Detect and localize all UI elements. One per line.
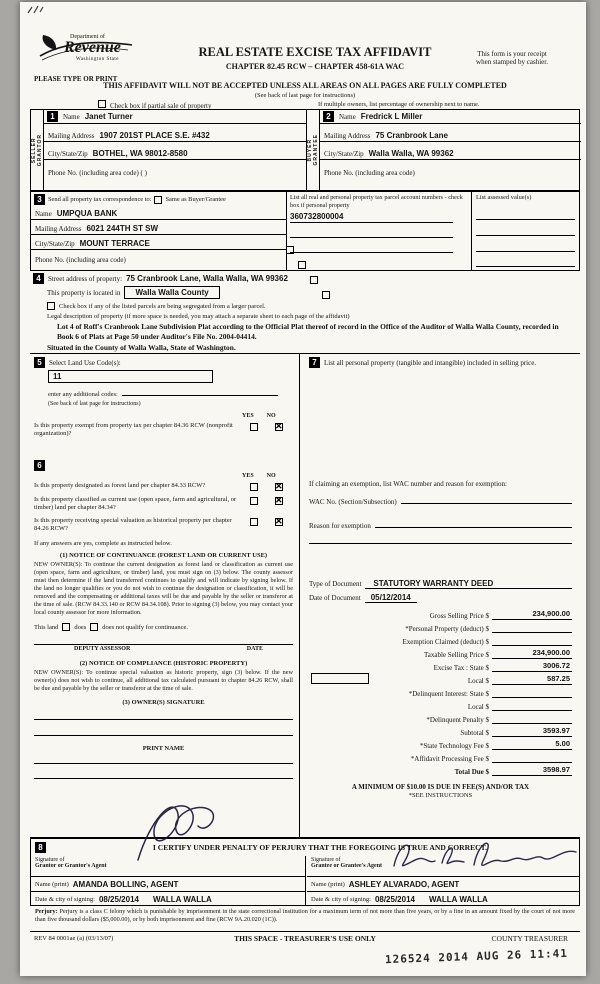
excise-local-row: Local $ 587.25 [309,672,572,685]
seller-address-value: 1907 201ST PLACE S.E. #432 [99,131,210,140]
excise-state-value: 3006.72 [492,661,572,672]
grantor-name-value: AMANDA BOLLING, AGENT [72,879,179,889]
buyer-side-label: BUYER GRANTEE [307,134,319,166]
doc-type-value: STATUTORY WARRANTY DEED [365,579,572,589]
reason-row: Reason for exemption [309,519,572,530]
local-rate-box[interactable] [311,673,369,684]
excise-state-row: Excise Tax : State $ 3006.72 [433,661,570,672]
partial-sale-checkbox[interactable] [98,100,106,108]
minimum-fee-note: A MINIMUM OF $10.00 IS DUE IN FEE(S) AND/OR TAX [351,783,530,791]
grantor-date-value: 08/25/2014 [98,894,139,904]
section3-number: 3 [34,194,45,205]
form-rev-number: REV 84 0001ae (a) (03/13/07) [34,935,114,942]
same-as-buyer-label: Same as Buyer/Grantee [165,196,226,203]
seller-side-strip [31,110,44,190]
buyer-name-value: Fredrick L Miller [360,112,423,121]
deputy-assessor-labels: DEPUTY ASSESSOR DATE [74,646,263,652]
money-table [309,607,572,776]
delinquent-interest-state-row: *Delinquent Interest: State $ [309,685,572,698]
doc-type-row: Type of Document STATUTORY WARRANTY DEED [309,579,572,589]
exempt-question-row: Is this property exempt from property tax per chapter 84.36 RCW (nonprofit organization)? ✕ [34,422,293,438]
assessed-blank-line[interactable] [476,235,575,236]
land-use-row: 5 Select Land Use Code(s): [34,357,293,368]
current-use-yes-checkbox[interactable] [250,497,258,505]
correspondence-city-row: City/State/Zip MOUNT TERRACE [31,235,286,250]
section1-number: 1 [47,111,58,122]
grantee-name-row: Name (print) ASHLEY ALVARADO, AGENT [307,877,579,892]
excise-tax-column [301,354,580,837]
owner-signature-line[interactable] [34,719,293,720]
historic-no-checkbox[interactable] [275,518,283,526]
legal-description-label: Legal description of property (if more space is needed, you may attach a separate sheet to each page of the affidavit) [47,313,350,320]
assessed-values-block [471,192,579,270]
perjury-text: Perjury is a class C felony which is punishable by imprisonment in the state correctional institution for a maximum term of not more than five years, or by a fine in an amount fixed by the court of not more than five thousand dollars ($5,000.00), or by both imprisonment and fine (RCW 9A.20.020 (1C)). [35,908,575,923]
state-tech-fee-row: *State Technology Fee $ 5.00 [419,739,570,750]
reason-field-line2[interactable] [309,543,572,544]
buyer-address-row: Mailing Address 75 Cranbrook Lane [320,124,581,142]
subtotal-row: Subtotal $ 3593.97 [460,726,570,737]
seller-name-row [44,110,306,124]
wac-number-field[interactable] [401,495,572,504]
assessed-blank-line[interactable] [476,266,575,267]
street-address-value: 75 Cranbrook Lane, Walla Walla, WA 99362 [126,274,288,283]
buyer-name-label: Name [339,112,356,121]
forest-no-checkbox[interactable] [275,483,283,491]
delinquent-interest-state-value[interactable] [492,696,572,698]
footer-row [30,934,580,946]
yes-no-header-2: YES NO [242,473,276,479]
additional-codes-row: enter any additional codes: [48,387,278,398]
cashier-receipt-stamp: 126524 2014 AUG 26 11:41 [384,946,569,967]
notice2-text: NEW OWNER(S): To continue special valuation as historic property, sign (3) below. If the new owner(s) does not wish to continue, all additional tax calculated pursuant to chapter 84.26 RCW, shall be due and payable by the seller or transferor at the time of sale. [34,669,293,692]
print-name-line[interactable] [34,763,293,764]
warning-line: THIS AFFIDAVIT WILL NOT BE ACCEPTED UNLESS ALL AREAS ON ALL PAGES ARE FULLY COMPLETED [103,81,507,90]
land-use-code-field[interactable]: 11 [48,370,213,383]
multiple-owners-note: If multiple owners, list percentage of ownership next to name. [318,101,480,108]
logo-dept-text: Department of [70,34,105,40]
see-instructions-note: *SEE INSTRUCTIONS [408,792,473,799]
seller-phone-row: Phone No. (including area code) ( ) [48,169,147,177]
notice1-title: (1) NOTICE OF CONTINUANCE (FOREST LAND OR CURRENT USE) [59,552,268,559]
parcel-blank-line[interactable] [290,237,453,238]
grantor-signature [128,786,278,870]
notice2-title: (2) NOTICE OF COMPLIANCE (HISTORIC PROPERTY) [79,660,248,667]
delinquent-penalty-value[interactable] [492,722,572,724]
section5-number: 5 [34,357,45,368]
exempt-yes-checkbox[interactable] [250,423,258,431]
parcel-blank-line[interactable] [290,252,453,253]
excise-local-value: 587.25 [492,674,572,685]
please-type-label: PLEASE TYPE OR PRINT [34,75,118,83]
legal-description-text: Lot 4 of Roff's Cranbrook Lane Subdivision Plat according to the Official Plat thereof of record in the Office of the Auditor of Walla Walla County, recorded in Book 6 of Plats at Page 50 under Auditor's File No. 2004-04414. [57,322,559,341]
wac-row: WAC No. (Section/Subsection) [309,495,572,506]
affidavit-fee-value[interactable] [492,761,572,763]
form-title: REAL ESTATE EXCISE TAX AFFIDAVIT [198,45,432,59]
street-address-row: 4 Street address of property: 75 Cranbrook Lane, Walla Walla, WA 99362 [33,273,577,284]
grantor-city-value: WALLA WALLA [152,894,212,904]
dor-logo [36,30,166,72]
section4-number: 4 [33,273,44,284]
parcel-numbers-block [286,192,471,270]
assessed-header: List assessed value(s) [476,194,532,201]
same-as-buyer-checkbox[interactable] [154,196,162,204]
parcel-header: List all real and personal property tax parcel account numbers - check box if personal property [290,194,463,209]
county-treasurer-label: COUNTY TREASURER [491,934,568,943]
grantor-date-row: Date & city of signing: 08/25/2014 WALLA WALLA [35,894,212,904]
continuance-row: This land does does not qualify for continuance. [34,623,189,631]
correspondence-name-row: Name UMPQUA BANK [31,205,286,220]
buyer-grantee-block [306,110,581,190]
see-back-note-2: (See back of last page for instructions) [48,401,141,407]
buyer-name-row [320,110,581,124]
seller-name-label: Name [63,112,80,121]
personal-property-checkbox-2[interactable] [298,261,306,269]
county-value: Walla Walla County [124,286,219,299]
land-use-column [30,354,300,837]
logo-state-text: Washington State [76,57,120,62]
assessed-blank-line[interactable] [476,219,575,220]
correspondence-name-value: UMPQUA BANK [56,209,118,218]
exempt-no-checkbox[interactable] [275,423,283,431]
seller-side-label: SELLER GRANTOR [31,133,43,167]
perjury-lead: Perjury: [35,908,58,915]
section2-number: 2 [323,111,334,122]
correspondence-phone-row: Phone No. (including area code) [35,256,126,264]
seller-city-value: BOTHEL, WA 98012-8580 [92,149,188,158]
grantee-city-value: WALLA WALLA [428,894,488,904]
segregated-row: Check box if any of the listed parcels are being segregated from a larger parcel. [47,302,577,310]
form-chapter: CHAPTER 82.45 RCW – CHAPTER 458-61A WAC [225,62,405,71]
gross-selling-value: 234,900.00 [492,609,572,620]
exemption-note: If claiming an exemption, list WAC number and reason for exemption: [309,480,507,488]
seller-name-value: Janet Turner [84,112,133,121]
current-use-no-checkbox[interactable] [275,497,283,505]
historic-yes-checkbox[interactable] [250,518,258,526]
if-yes-note: If any answers are yes, complete as instructed below. [34,540,172,547]
section6-number-row [34,460,293,471]
taxable-selling-row: Taxable Selling Price $ 234,900.00 [423,648,570,659]
property-description-section [30,271,580,354]
personal-property-row: 7 List all personal property (tangible and intangible) included in selling price. [309,357,572,368]
delinquent-penalty-row: *Delinquent Penalty $ [309,711,572,724]
forest-yes-checkbox[interactable] [250,483,258,491]
perjury-clause [30,906,580,932]
total-due-value: 3598.97 [492,765,572,776]
total-due-row: Total Due $ 3598.97 [454,765,570,776]
located-in-row: This property is located in Walla Walla County [47,286,577,299]
tax-correspondence-section [30,191,580,271]
owners-signature-title: (3) OWNER(S) SIGNATURE [122,699,205,706]
affidavit-fee-row: *Affidavit Processing Fee $ [309,750,572,763]
forest-question-row: Is this property designated as forest land per chapter 84.33 RCW? ✕ [34,482,293,491]
gross-selling-row: Gross Selling Price $ 234,900.00 [429,609,570,620]
partial-sale-label: Check box if partial sale of property [110,102,212,110]
buyer-address-value: 75 Cranbrook Lane [375,131,448,140]
print-name-line[interactable] [34,778,293,779]
does-not-checkbox[interactable] [90,623,98,631]
section7-number: 7 [309,357,320,368]
buyer-side-strip [307,110,320,190]
historic-question-row: Is this property receiving special valuation as historical property per chapter 84.26 RCW? ✕ [34,517,293,533]
seller-city-row: City/State/Zip BOTHEL, WA 98012-8580 [44,142,306,160]
current-use-question-row: Is this property classified as current use (open space, farm and agricultural, or timber) land per chapter 84.34? ✕ [34,496,293,512]
buyer-city-value: Walla Walla, WA 99362 [368,149,454,158]
personal-deduct-row: *Personal Property (deduct) $ [309,620,572,633]
print-name-label: PRINT NAME [142,745,185,752]
grantee-name-value: ASHLEY ALVARADO, AGENT [348,879,460,889]
owner-signature-line[interactable] [34,735,293,736]
buyer-phone-row: Phone No. (including area code) [324,169,415,177]
subtotal-value: 3593.97 [492,726,572,737]
assessed-blank-line[interactable] [476,251,575,252]
exemption-deduct-row: Exemption Claimed (deduct) $ [309,633,572,646]
grantee-date-value: 08/25/2014 [374,894,415,904]
parties-section [30,109,580,191]
treasurer-space-label: THIS SPACE - TREASURER'S USE ONLY [234,934,376,943]
see-back-note: (See back of last page for instructions) [254,92,356,99]
situated-text: Situated in the County of Walla Walla, State of Washington. [47,343,236,352]
exemption-deduct-value[interactable] [492,644,572,646]
does-checkbox[interactable] [62,623,70,631]
delinquent-interest-local-value[interactable] [492,709,572,711]
state-tech-fee-value: 5.00 [492,739,572,750]
certify-statement: I CERTIFY UNDER PENALTY OF PERJURY THAT THE FOREGOING IS TRUE AND CORRECT. [152,843,488,852]
doc-date-row: Date of Document 05/12/2014 [309,593,572,603]
personal-property-blank-area [309,368,572,480]
grantee-signature [386,834,584,884]
additional-codes-field[interactable] [122,387,278,396]
seller-grantor-block [31,110,306,190]
doc-date-value: 05/12/2014 [365,593,417,603]
notice1-text: NEW OWNER(S): To continue the current designation as forest land or classification as current use (open space, farm and agriculture, or timber) land, you must sign on (3) below. The county assessor must then determine if the land transferred continues to qualify and will indicate by signing below. If the land no longer qualifies or you do not wish to continue the designation or classification, it will be removed and the compensating or additional taxes will be due and payable by the seller or transferor at the time of sale. (RCW 84.33.140 or RCW 84.34.108). Prior to signing (3) below, you may contact your local county assessor for more information. [34,561,293,616]
correspondence-address-row: Mailing Address 6021 244TH ST SW [31,220,286,235]
correspondence-address-value: 6021 244TH ST SW [86,224,159,233]
section8-number: 8 [35,842,46,853]
reason-field[interactable] [375,519,572,528]
grantor-signature-row[interactable]: Signature of Grantor or Grantor's Agent [31,856,305,877]
grantee-date-row: Date & city of signing: 08/25/2014 WALLA WALLA [311,894,488,904]
receipt-note: This form is your receipt when stamped by cashier. [476,50,548,66]
lower-columns [30,354,580,838]
taxable-selling-value: 234,900.00 [492,648,572,659]
parcel-blank-line[interactable] [290,222,453,223]
grantee-signature-row[interactable]: Signature of Grantee or Grantee's Agent [307,856,579,877]
delinquent-interest-local-row: Local $ [309,698,572,711]
parcel-number-value: 360732800004 [290,212,344,221]
correspondence-city-value: MOUNT TERRACE [79,239,150,248]
personal-deduct-value[interactable] [492,631,572,633]
segregated-checkbox[interactable] [47,302,55,310]
send-correspondence-row: 3 Send all property tax correspondence to: Same as Buyer/Grantee [31,192,286,205]
buyer-city-row: City/State/Zip Walla Walla, WA 99362 [320,142,581,160]
section6-number: 6 [34,460,45,471]
grantor-name-row: Name (print) AMANDA BOLLING, AGENT [31,877,305,892]
seller-address-row: Mailing Address 1907 201ST PLACE S.E. #432 [44,124,306,142]
yes-no-header-1: YES NO [242,413,276,419]
logo-revenue-text: Revenue [64,39,121,56]
scan-artifact [26,4,52,16]
